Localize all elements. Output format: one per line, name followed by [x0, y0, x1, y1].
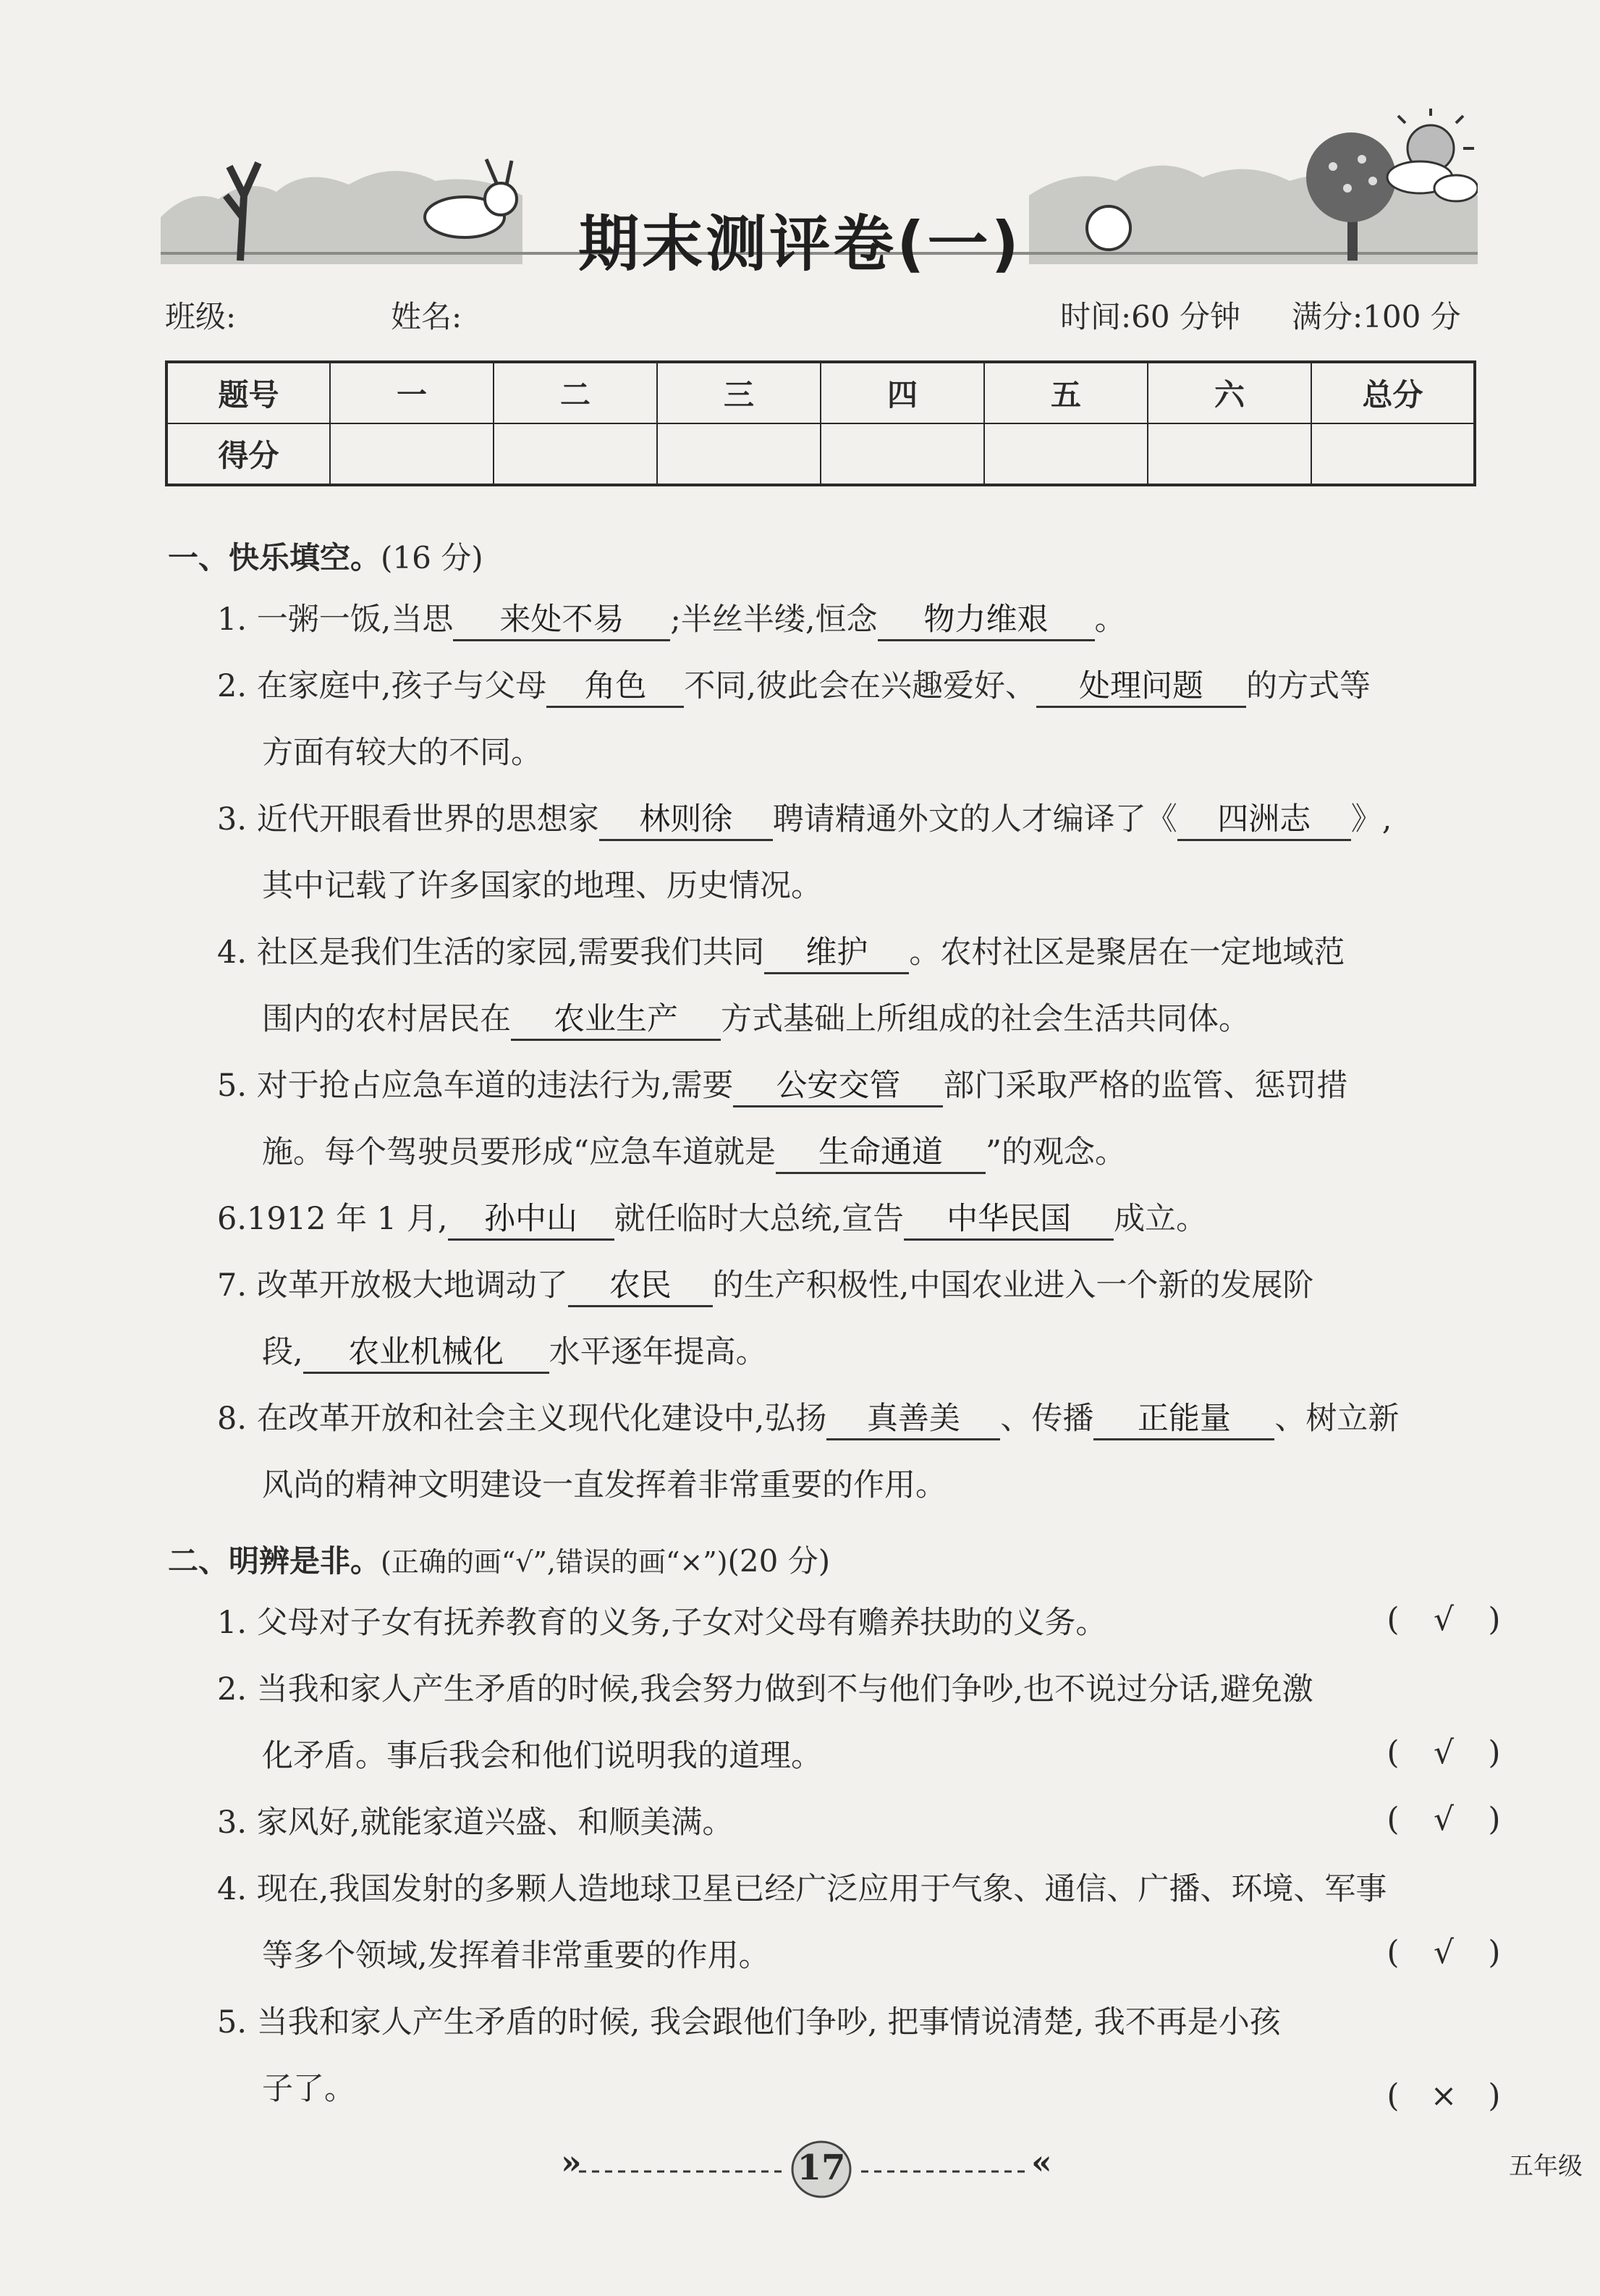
- answer-blank[interactable]: 四洲志: [1177, 800, 1351, 841]
- left-arrows: »: [561, 2143, 582, 2182]
- section1-heading: 一、快乐填空。(16 分): [168, 540, 483, 575]
- score-cell[interactable]: [330, 423, 494, 485]
- table-cell: 得分: [166, 423, 330, 485]
- score-table-header-row: [166, 362, 1475, 423]
- answer-blank[interactable]: 来处不易: [453, 600, 670, 641]
- tf-q5: 5. 当我和家人产生矛盾的时候, 我会跟他们争吵, 把事情说清楚, 我不再是小孩: [217, 2004, 1281, 2040]
- tf-q4-cont: 等多个领域,发挥着非常重要的作用。: [262, 1938, 770, 1974]
- full-score-label: 满分:100 分: [1292, 299, 1461, 334]
- answer-blank[interactable]: 角色: [546, 667, 684, 708]
- page-number: 17: [797, 2148, 846, 2188]
- tf-answer[interactable]: ( √ ): [1387, 1801, 1501, 1838]
- tf-answer[interactable]: ( √ ): [1387, 1734, 1501, 1771]
- class-label: 班级:: [165, 299, 237, 334]
- fill-q5: 5. 对于抢占应急车道的违法行为,需要 公安交管 部门采取严格的监管、惩罚措: [217, 1064, 1347, 1107]
- score-cell[interactable]: [1311, 423, 1475, 485]
- answer-blank[interactable]: 林则徐: [599, 800, 773, 841]
- tf-answer[interactable]: ( √ ): [1387, 1601, 1501, 1638]
- section2-heading: 二、明辨是非。(正确的画“√”,错误的画“×”)(20 分): [168, 1543, 831, 1579]
- tf-q5-cont: 子了。: [262, 2071, 355, 2107]
- page-title: 期末测评卷(一): [578, 208, 1022, 279]
- score-cell[interactable]: [1148, 423, 1311, 485]
- answer-blank[interactable]: 维护: [764, 933, 909, 974]
- fill-q5-cont: 施。每个驾驶员要形成“应急车道就是 生命通道 ”的观念。: [262, 1131, 1126, 1174]
- answer-blank[interactable]: 公安交管: [733, 1066, 943, 1107]
- right-arrows: «: [1031, 2143, 1052, 2182]
- fill-q4-cont: 围内的农村居民在 农业生产 方式基础上所组成的社会生活共同体。: [262, 997, 1250, 1041]
- answer-blank[interactable]: 正能量: [1093, 1399, 1274, 1440]
- answer-blank[interactable]: 孙中山: [448, 1199, 614, 1241]
- tf-answer[interactable]: ( √ ): [1387, 1934, 1501, 1971]
- tf-q3: 3. 家风好,就能家道兴盛、和顺美满。: [217, 1805, 734, 1841]
- fill-q6: 6.1912 年 1 月, 孙中山 就任临时大总统,宣告 中华民国 成立。: [217, 1197, 1207, 1241]
- tf-q4: 4. 现在,我国发射的多颗人造地球卫星已经广泛应用于气象、通信、广播、环境、军事: [217, 1871, 1387, 1907]
- fill-q3-cont: 其中记载了许多国家的地理、历史情况。: [262, 868, 822, 904]
- table-cell: 三: [657, 362, 821, 423]
- table-cell: 六: [1148, 362, 1311, 423]
- fill-q2-cont: 方面有较大的不同。: [262, 735, 542, 771]
- fill-q2: 2. 在家庭中,孩子与父母 角色 不同,彼此会在兴趣爱好、 处理问题 的方式等: [217, 664, 1371, 708]
- time-label: 时间:60 分钟: [1060, 299, 1240, 334]
- fill-q8-cont: 风尚的精神文明建设一直发挥着非常重要的作用。: [262, 1467, 947, 1503]
- fill-q1: 1. 一粥一饭,当思 来处不易 ;半丝半缕,恒念 物力维艰 。: [217, 598, 1126, 641]
- answer-blank[interactable]: 处理问题: [1036, 667, 1246, 708]
- fill-q8: 8. 在改革开放和社会主义现代化建设中,弘扬 真善美 、传播 正能量 、树立新: [217, 1397, 1399, 1440]
- answer-blank[interactable]: 农业机械化: [303, 1333, 549, 1374]
- table-cell: 一: [330, 362, 494, 423]
- answer-blank[interactable]: 中华民国: [904, 1199, 1114, 1241]
- tf-answer[interactable]: ( × ): [1387, 2077, 1501, 2114]
- tf-q1: 1. 父母对子女有抚养教育的义务,子女对父母有赡养扶助的义务。: [217, 1605, 1107, 1641]
- score-table-score-row: [166, 423, 1475, 485]
- answer-blank[interactable]: 农民: [568, 1266, 713, 1307]
- tf-q2-cont: 化矛盾。事后我会和他们说明我的道理。: [262, 1738, 822, 1774]
- fill-q7-cont: 段, 农业机械化 水平逐年提高。: [262, 1330, 767, 1374]
- table-cell: 题号: [166, 362, 330, 423]
- answer-blank[interactable]: 生命通道: [776, 1133, 986, 1174]
- table-cell: 二: [494, 362, 657, 423]
- answer-blank[interactable]: 农业生产: [511, 1000, 721, 1041]
- score-cell[interactable]: [984, 423, 1148, 485]
- name-label: 姓名:: [391, 299, 462, 334]
- fill-q4: 4. 社区是我们生活的家园,需要我们共同 维护 。农村社区是聚居在一定地域范: [217, 931, 1345, 974]
- score-cell[interactable]: [494, 423, 657, 485]
- grade-label: 五年级: [1509, 2152, 1583, 2181]
- score-cell[interactable]: [821, 423, 984, 485]
- table-cell: 五: [984, 362, 1148, 423]
- score-cell[interactable]: [657, 423, 821, 485]
- tf-q2: 2. 当我和家人产生矛盾的时候,我会努力做到不与他们争吵,也不说过分话,避免激: [217, 1671, 1313, 1708]
- score-table: [165, 360, 1476, 486]
- table-cell: 四: [821, 362, 984, 423]
- fill-q3: 3. 近代开眼看世界的思想家 林则徐 聘请精通外文的人才编译了《 四洲志 》,: [217, 798, 1392, 841]
- table-cell: 总分: [1311, 362, 1475, 423]
- answer-blank[interactable]: 真善美: [826, 1399, 1000, 1440]
- fill-q7: 7. 改革开放极大地调动了 农民 的生产积极性,中国农业进入一个新的发展阶: [217, 1264, 1313, 1307]
- answer-blank[interactable]: 物力维艰: [878, 600, 1095, 641]
